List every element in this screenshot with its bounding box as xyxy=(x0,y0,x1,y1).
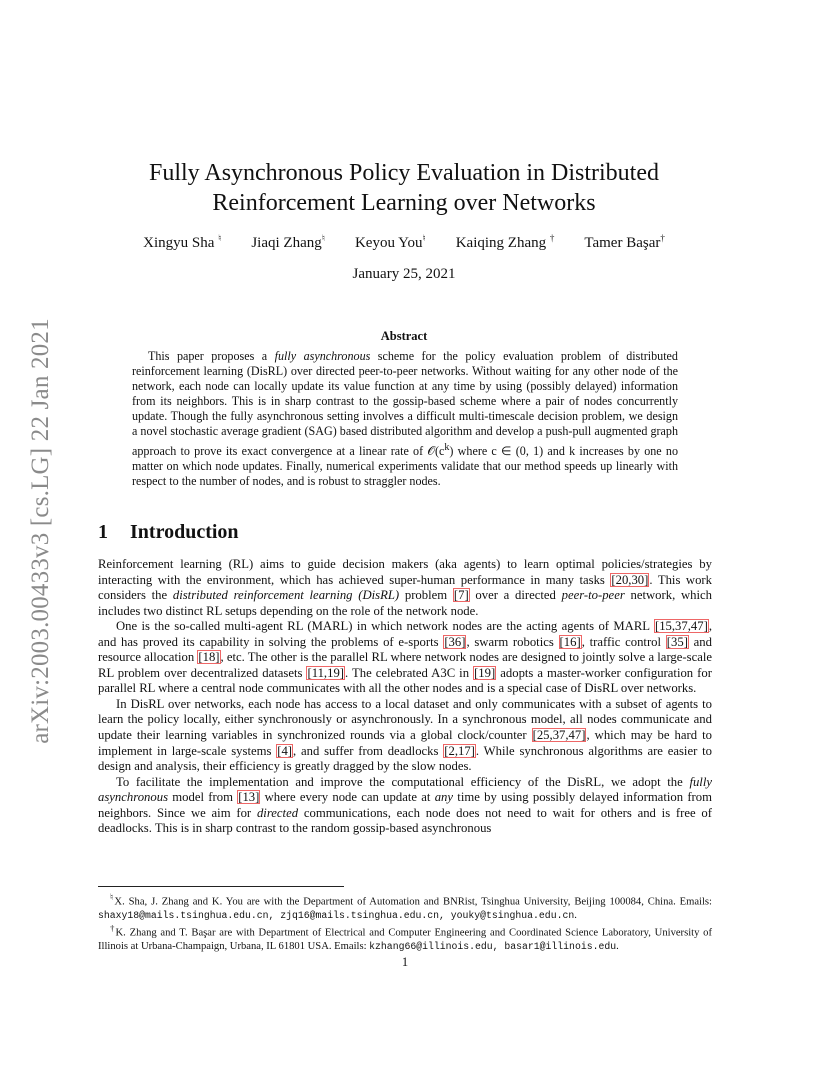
footnotes xyxy=(98,891,712,953)
arxiv-identifier-stamp xyxy=(24,296,58,766)
emphasis-text: fully asynchronous xyxy=(274,349,371,363)
author-affiliation-mark: † xyxy=(660,233,665,243)
emphasis-text: distributed reinforcement learning (DisRL) xyxy=(172,588,400,603)
author xyxy=(143,233,221,252)
section-number: 1 xyxy=(98,521,108,543)
citation-link[interactable]: [20,30] xyxy=(611,572,649,587)
author-affiliation-mark: ♮ xyxy=(218,233,222,243)
citation-link[interactable]: [15,37,47] xyxy=(654,619,708,634)
paragraph: In DisRL over networks, each node has access to a local dataset and only communicates with a subset of agents to learn the policy locally, either synchronously or asynchronously. In a synchronous model, all nodes communicate and update their learning variables in synchronized rounds via a global clock/counter [25,37,47], which may be hard to implement in large-scale systems [4], and suffer from deadlocks [2,17]. While synchronous algorithms are easier to design and analysis, their efficiency is greatly dragged by the slow nodes. xyxy=(98,696,712,774)
citation-link[interactable]: [13] xyxy=(238,790,260,805)
author xyxy=(584,233,665,252)
paragraph: Reinforcement learning (RL) aims to guide decision makers (aka agents) to learn optimal policies/strategies by interacting with the environment, which has achieved super-human performance in many tasks [20,30]. This work considers the distributed reinforcement learning (DisRL) problem [7] over a directed peer-to-peer network, which includes two distinct RL setups depending on the role of the network node. xyxy=(98,557,712,618)
citation-link[interactable]: [4] xyxy=(277,743,293,758)
author-name: Xingyu Sha xyxy=(143,235,215,251)
author-list xyxy=(98,233,710,252)
citation-link[interactable]: [2,17] xyxy=(444,743,475,758)
publication-date: January 25, 2021 xyxy=(352,266,456,282)
footnote: †K. Zhang and T. Başar are with Department of Electrical and Computer Engineering and Coordinated Science Laboratory, University of Illinois at Urbana-Champaign, Urbana, IL 61801 USA. Emails: kzhang66@illinois.edu, basar1@illinois.edu. xyxy=(98,922,712,952)
arxiv-identifier-text: arXiv:2003.00433v3 [cs.LG] 22 Jan 2021 xyxy=(27,318,54,744)
paper-title-line-2: Reinforcement Learning over Networks xyxy=(212,190,596,216)
emphasis-text: fully asynchronous xyxy=(98,774,712,805)
footnote-emails: shaxy18@mails.tsinghua.edu.cn, zjq16@mails.tsinghua.edu.cn, youky@tsinghua.edu.cn xyxy=(98,909,575,921)
author-affiliation-mark: † xyxy=(549,233,555,243)
citation-link[interactable]: [25,37,47] xyxy=(532,728,586,743)
citation-link[interactable]: [18] xyxy=(198,650,220,665)
paper-title-line-1: Fully Asynchronous Policy Evaluation in Distributed xyxy=(149,160,659,186)
abstract-heading: Abstract xyxy=(380,329,428,343)
paper-title xyxy=(98,158,710,218)
footnote-mark: ♮ xyxy=(110,892,115,902)
author-name: Jiaqi Zhang xyxy=(251,235,322,251)
paragraph: To facilitate the implementation and improve the computational efficiency of the DisRL, we adopt the fully asynchronous model from [13] where every node can update at any time by using possibly delayed information from neighbors. Since we aim for directed communications, each node does not need to wait for others and is free of deadlocks. This is in sharp contrast to the random gossip-based asynchronous xyxy=(98,774,712,836)
footnote-divider xyxy=(98,886,344,887)
author-affiliation-mark: ♮ xyxy=(422,233,426,243)
math-superscript: k xyxy=(444,441,450,453)
paragraph: One is the so-called multi-agent RL (MARL) in which network nodes are the acting agents of MARL [15,37,47], and has proved its capability in solving the problems of e-sports [36], swarm robotics [16], traffic control [35] and resource allocation [18], etc. The other is the parallel RL where network nodes are designed to jointly solve a large-scale RL problem over decentralized datasets [11,19]. The celebrated A3C in [19] adopts a master-worker configuration for parallel RL where a central node communicates with all the other nodes and is a special case of DisRL over networks. xyxy=(98,619,712,696)
abstract-text: This paper proposes a fully asynchronous scheme for the policy evaluation problem of distributed reinforcement learning (DisRL) over directed peer-to-peer networks. Without waiting for any other node of the network, each node can locally update its value function at any time by using (possibly delayed) information from its neighbors. This is in sharp contrast to the gossip-based scheme where a pair of nodes concurrently update. Though the fully asynchronous setting involves a difficult multi-timescale decision problem, we design a novel stochastic average gradient (SAG) based distributed algorithm and develop a push-pull augmented graph approach to prove its exact convergence at a linear rate of $𝒪(c^k)$ where c ∈ (0, 1) and k increases by one no matter on which node updates. Finally, numerical experiments validate that our method speeds up linearly with respect to the number of nodes, and is robust to straggler nodes. xyxy=(132,349,678,488)
footnote-emails: kzhang66@illinois.edu, basar1@illinois.edu xyxy=(369,940,617,952)
author-affiliation-mark: ♮ xyxy=(321,233,325,243)
author-name: Keyou You xyxy=(354,235,423,251)
footnote: ♮X. Sha, J. Zhang and K. You are with the Department of Automation and BNRist, Tsinghua University, Beijing 100084, China. Emails: shaxy18@mails.tsinghua.edu.cn, zjq16@mails.tsinghua.edu.cn, youky@tsinghua.edu.cn. xyxy=(98,892,712,921)
citation-link[interactable]: [16] xyxy=(559,634,581,649)
emphasis-text: any xyxy=(434,790,454,805)
section-body xyxy=(98,557,712,837)
author xyxy=(355,233,426,252)
section-heading xyxy=(98,521,239,544)
author-name: Kaiqing Zhang xyxy=(455,235,547,251)
citation-link[interactable]: [36] xyxy=(444,634,466,649)
citation-link[interactable]: [35] xyxy=(666,634,688,649)
emphasis-text: peer-to-peer xyxy=(561,588,625,603)
page-number: 1 xyxy=(401,955,409,969)
citation-link[interactable]: [7] xyxy=(453,588,469,603)
emphasis-text: directed xyxy=(256,805,299,820)
footnote-mark: † xyxy=(110,922,116,933)
section-title: Introduction xyxy=(130,521,239,543)
citation-link[interactable]: [11,19] xyxy=(307,665,345,680)
author xyxy=(456,233,555,252)
citation-link[interactable]: [19] xyxy=(474,665,496,680)
author-name: Tamer Başar xyxy=(584,235,661,251)
author xyxy=(251,233,325,252)
